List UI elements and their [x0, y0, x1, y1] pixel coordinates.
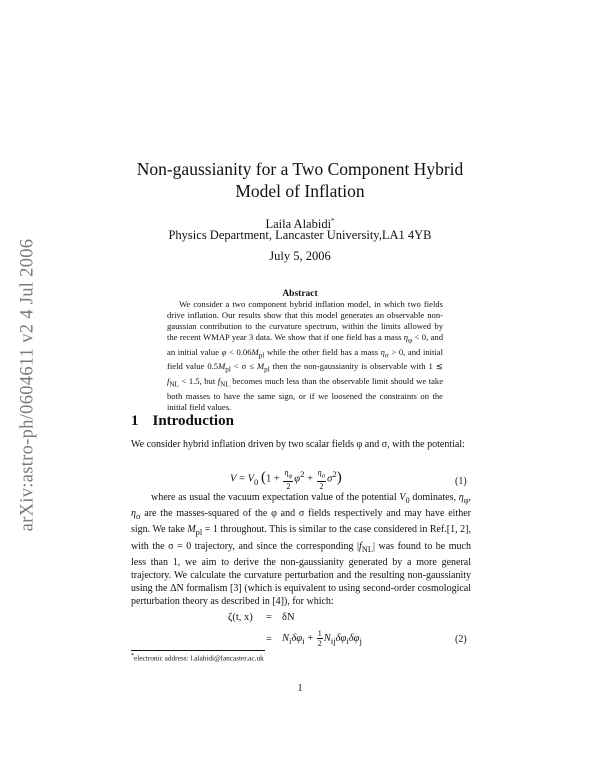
- footnote: *electronic address: l.alabidi@lancaster.ac.uk: [131, 653, 264, 663]
- equation-2-rhs2: $N_i\delta\varphi_i$ + $\frac{1}{2}$ $N_{ij}\delta\varphi_i\delta\varphi_j$: [282, 629, 362, 648]
- section-heading-introduction: 1 Introduction: [131, 413, 234, 429]
- abstract-heading: Abstract: [282, 289, 318, 299]
- intro-paragraph-1: We consider hybrid inflation driven by two scalar fields φ and σ, with the potential:: [131, 439, 465, 450]
- title-line-2: Model of Inflation: [235, 181, 365, 201]
- paper-title: [120, 158, 480, 202]
- equation-2-eq2: =: [266, 634, 272, 645]
- equation-2-eq1: =: [266, 612, 272, 623]
- author: Laila Alabidi*: [265, 217, 335, 232]
- page-number: 1: [297, 683, 303, 694]
- footnote-rule: [131, 650, 265, 651]
- arxiv-side-label: arXiv:astro-ph/0604611 v2 4 Jul 2006: [17, 238, 38, 532]
- equation-1-number: (1): [455, 476, 467, 487]
- equation-2-number: (2): [455, 634, 467, 645]
- title-line-1: Non-gaussianity for a Two Component Hybrid: [136, 159, 464, 179]
- equation-1: $V = V_0$ (1 + $\frac{\eta_\varphi}{2}$ $\varphi^2$ + $\frac{\eta_\sigma}{2}$ $\sigma^2$): [230, 468, 342, 491]
- date: July 5, 2006: [269, 249, 331, 263]
- affiliation: Physics Department, Lancaster University,LA1 4YB: [168, 228, 432, 242]
- equation-2-lhs: ζ(t, x): [228, 612, 253, 623]
- equation-2-rhs1: δN: [282, 612, 295, 623]
- abstract-body: We consider a two component hybrid inflation model, in which two fields drive inflation. Our results show that this model generates an observable non-gaussian contribution to the curvature spectrum, within the limits allowed by the recent WMAP year 3 data. We show that if one field has a mass $\eta_\varphi < 0$, and an initial value $\varphi < 0.06M_{pl}$ while the other field has a mass $\eta_\sigma > 0$, and initial field value $0.5M_{pl} < \sigma \le M_{pl}$ then the non-gaussianity is observable with 1 ≲ $f_{NL} < 1.5$, but $f_{NL}$ becomes much less than the observable limit should we take both masses to have the same sign, or if we loosened the constraints on the initial field values.: [167, 299, 444, 412]
- intro-paragraph-2: where as usual the vacuum expectation value of the potential $V_0$ dominates, $\eta_\varphi$, $\eta_\sigma$ are the masses-squared of the φ and σ fields respectively and may have either sign. We take $M_{pl} = 1$ throughout. This is similar to the case considered in Ref.[1, 2], with the σ = 0 trajectory, and since the corresponding $|f_{NL}|$ was found to be much less than 1, we aim to derive the non-gaussianity generated by a more general trajectory. We calculate the curvature perturbation and the resulting non-gaussianity using the ΔN formalism [3] (which is equivalent to using second-order cosmological perturbation theory as described in [4]), for which:: [131, 492, 471, 608]
